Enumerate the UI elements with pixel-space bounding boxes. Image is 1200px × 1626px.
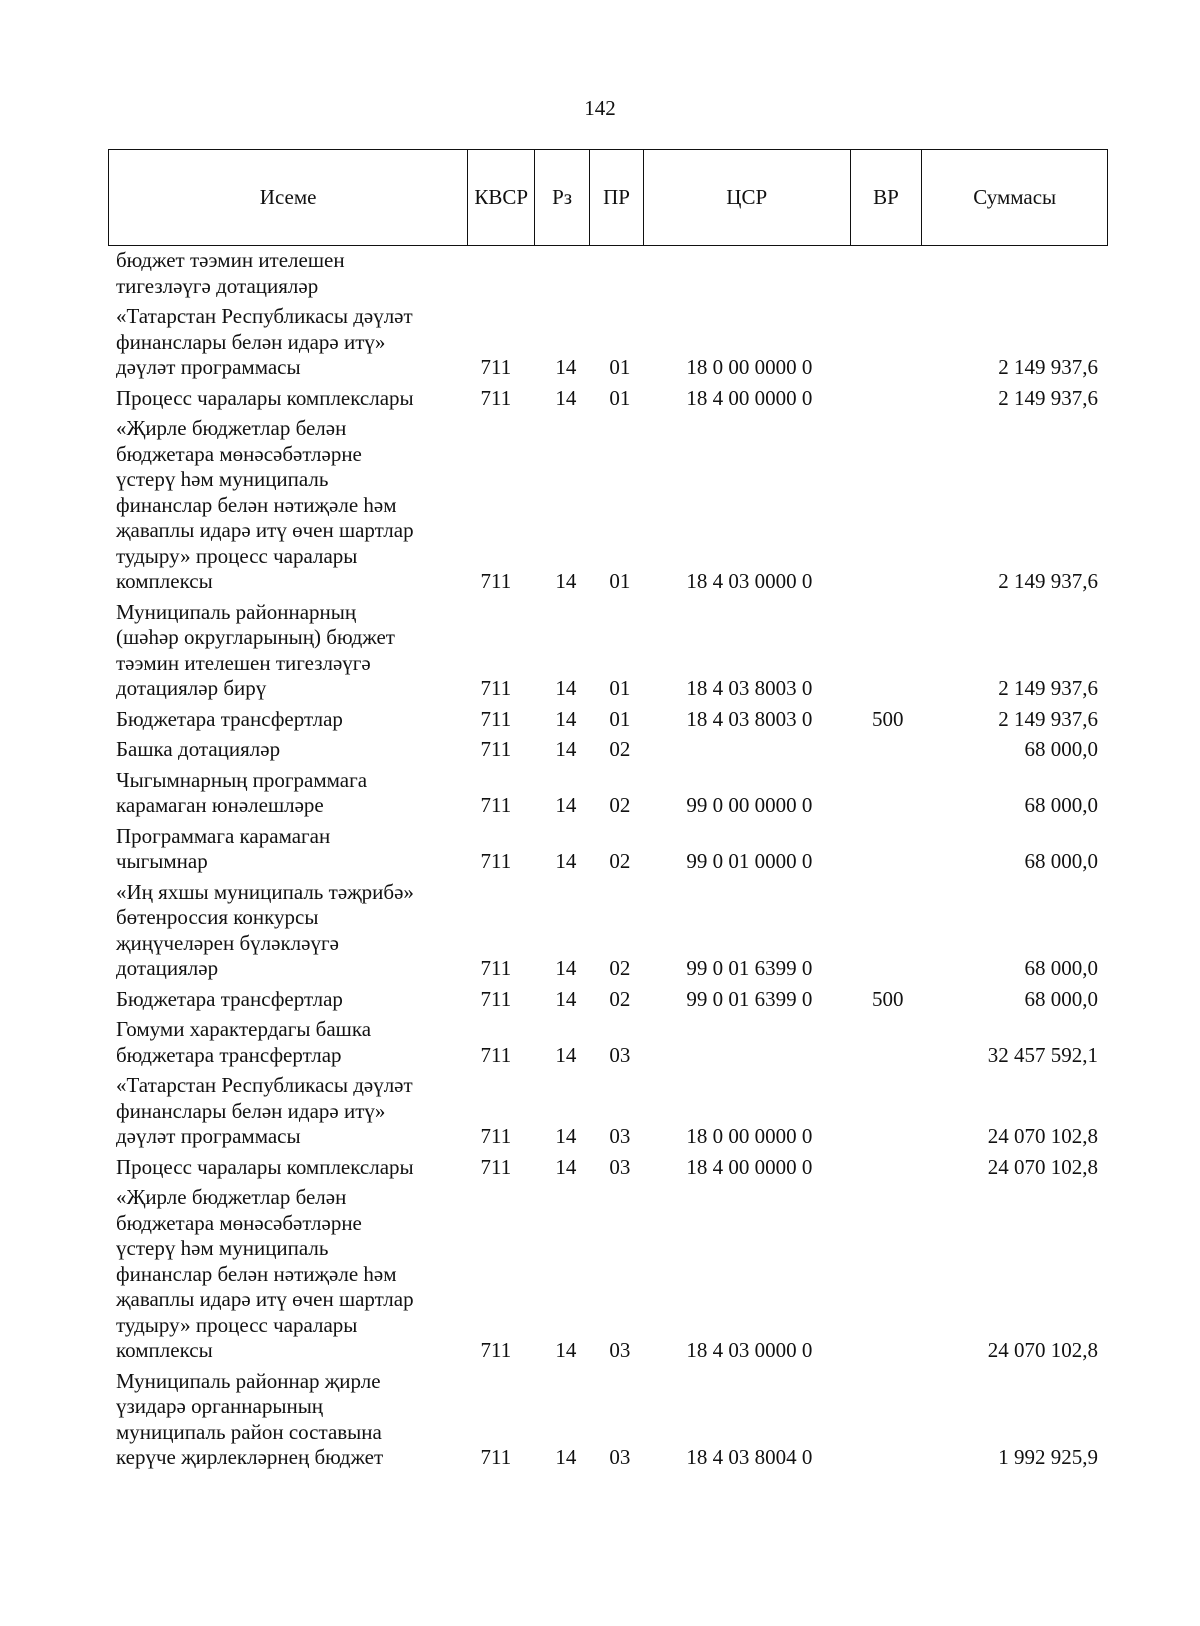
row-name-line: финанслар белән нәтиҗәле һәм — [116, 1261, 397, 1286]
table-row — [108, 737, 1108, 763]
row-kvsr: 711 — [480, 569, 512, 593]
row-name-line: җаваплы идарә итү өчен шартлар — [116, 518, 414, 542]
row-name-line: бюджет тәэмин ителешен — [116, 248, 345, 272]
row-name-line: Башка дотацияләр — [116, 737, 281, 761]
row-name — [108, 304, 453, 381]
row-name-line: тәэмин ителешен тигезләүгә — [116, 650, 371, 675]
row-rz: 14 — [555, 1154, 577, 1179]
header-pr: ПР — [589, 150, 643, 245]
row-vr: 500 — [871, 986, 904, 1011]
row-sum: 2 149 937,6 — [998, 676, 1099, 700]
table-row — [108, 1017, 1108, 1068]
row-kvsr: 711 — [480, 986, 512, 1011]
row-sum: 2 149 937,6 — [998, 385, 1099, 410]
row-csr: 18 4 03 8003 0 — [686, 676, 813, 700]
row-name — [108, 768, 453, 819]
row-name — [108, 248, 453, 299]
row-csr: 99 0 01 6399 0 — [686, 956, 813, 980]
row-sum: 2 149 937,6 — [998, 706, 1099, 731]
row-csr: 18 4 00 0000 0 — [686, 385, 813, 410]
table-row — [108, 600, 1108, 702]
row-name-line: Муниципаль районнар җирле — [116, 1368, 381, 1393]
budget-table — [108, 149, 1108, 1476]
row-rz: 14 — [555, 737, 577, 761]
table-row — [108, 707, 1108, 733]
row-name — [108, 1369, 453, 1471]
row-rz: 14 — [555, 1445, 577, 1469]
row-name — [108, 1155, 453, 1181]
row-name-line: дәүләт программасы — [116, 1124, 301, 1148]
row-sum: 68 000,0 — [1024, 849, 1099, 873]
row-pr: 03 — [609, 1042, 631, 1067]
row-rz: 14 — [555, 355, 577, 379]
row-kvsr: 711 — [480, 737, 512, 761]
row-name-line: комплексы — [116, 569, 213, 593]
row-csr: 18 0 00 0000 0 — [686, 355, 813, 379]
row-pr: 03 — [609, 1445, 631, 1469]
row-name-line: карамаган юнәлешләре — [116, 793, 324, 817]
row-name-line: Программага карамаган — [116, 823, 331, 848]
row-name-line: бюджетара трансфертлар — [116, 1042, 342, 1067]
row-rz: 14 — [555, 986, 577, 1011]
row-csr: 99 0 01 0000 0 — [686, 849, 813, 873]
table-row — [108, 1369, 1108, 1471]
row-name-line: җиңүчеләрен бүләкләүгә — [116, 930, 339, 955]
row-name — [108, 600, 453, 702]
row-sum: 24 070 102,8 — [987, 1124, 1099, 1148]
row-name-line: керүче җирлекләрнең бюджет — [116, 1445, 384, 1469]
row-name-line: финанслар белән нәтиҗәле һәм — [116, 492, 397, 517]
table-body — [108, 248, 1108, 1471]
row-pr: 02 — [609, 793, 631, 817]
row-name-line: Процесс чаралары комплекслары — [116, 1154, 414, 1179]
row-name — [108, 1073, 453, 1150]
row-csr: 18 4 03 8003 0 — [686, 706, 813, 731]
row-name-line: финанслары белән идарә итү» — [116, 329, 386, 354]
row-name-line: дотацияләр бирү — [116, 676, 267, 700]
row-name — [108, 707, 453, 733]
row-name-line: «Җирле бюджетлар белән — [116, 1185, 347, 1209]
row-sum: 68 000,0 — [1024, 986, 1099, 1011]
row-name-line: Гомуми характердагы башка — [116, 1017, 372, 1041]
row-csr: 18 4 00 0000 0 — [686, 1154, 813, 1179]
row-sum: 2 149 937,6 — [998, 569, 1099, 593]
row-name-line: муниципаль район составына — [116, 1419, 382, 1444]
row-rz: 14 — [555, 569, 577, 593]
header-sum: Суммасы — [921, 150, 1107, 245]
row-sum: 1 992 925,9 — [998, 1445, 1099, 1469]
table-row — [108, 1155, 1108, 1181]
row-name-line: Бюджетара трансфертлар — [116, 706, 343, 731]
row-csr: 18 4 03 0000 0 — [686, 1338, 813, 1362]
row-pr: 02 — [609, 737, 631, 761]
row-pr: 01 — [609, 569, 631, 593]
header-rz: Рз — [534, 150, 589, 245]
table-row — [108, 416, 1108, 595]
row-pr: 03 — [609, 1124, 631, 1148]
row-kvsr: 711 — [480, 1042, 512, 1067]
table-row — [108, 1185, 1108, 1364]
row-name — [108, 1017, 453, 1068]
table-row — [108, 880, 1108, 982]
row-rz: 14 — [555, 706, 577, 731]
row-name-line: тудыру» процесс чаралары — [116, 1312, 358, 1337]
table-row — [108, 386, 1108, 412]
row-name-line: тудыру» процесс чаралары — [116, 543, 358, 568]
row-kvsr: 711 — [480, 385, 512, 410]
table-row — [108, 987, 1108, 1013]
header-kvsr: КВСР — [467, 150, 534, 245]
table-row — [108, 1073, 1108, 1150]
row-kvsr: 711 — [480, 1338, 512, 1362]
row-name-line: дотацияләр — [116, 956, 219, 980]
row-kvsr: 711 — [480, 793, 512, 817]
row-pr: 01 — [609, 355, 631, 379]
row-sum: 24 070 102,8 — [987, 1154, 1099, 1179]
row-rz: 14 — [555, 1338, 577, 1362]
row-csr: 18 4 03 8004 0 — [686, 1445, 813, 1469]
row-kvsr: 711 — [480, 849, 512, 873]
row-pr: 02 — [609, 956, 631, 980]
row-name-line: «Татарстан Республикасы дәүләт — [116, 304, 413, 328]
row-csr: 99 0 01 6399 0 — [686, 986, 813, 1011]
table-row — [108, 824, 1108, 875]
row-name — [108, 880, 453, 982]
row-name-line: тигезләүгә дотацияләр — [116, 273, 319, 298]
row-csr: 99 0 00 0000 0 — [686, 793, 813, 817]
row-csr: 18 0 00 0000 0 — [686, 1124, 813, 1148]
row-pr: 01 — [609, 385, 631, 410]
row-csr: 18 4 03 0000 0 — [686, 569, 813, 593]
row-name-line: үстерү һәм муниципаль — [116, 1236, 329, 1260]
row-pr: 03 — [609, 1154, 631, 1179]
row-name-line: Муниципаль районнарның — [116, 599, 357, 624]
row-name-line: «Иң яхшы муниципаль тәҗрибә» — [116, 879, 414, 904]
row-name-line: үзидарә органнарының — [116, 1394, 324, 1418]
row-sum: 32 457 592,1 — [987, 1042, 1099, 1067]
page-number: 142 — [584, 96, 616, 120]
row-sum: 68 000,0 — [1024, 793, 1099, 817]
row-rz: 14 — [555, 793, 577, 817]
row-sum: 24 070 102,8 — [987, 1338, 1099, 1362]
row-name-line: комплексы — [116, 1338, 213, 1362]
row-name-line: бюджетара мөнәсәбәтләрне — [116, 1210, 362, 1235]
row-name — [108, 824, 453, 875]
row-name — [108, 1185, 453, 1364]
row-kvsr: 711 — [480, 355, 512, 379]
row-kvsr: 711 — [480, 1445, 512, 1469]
header-name: Исеме — [259, 185, 317, 209]
row-name-line: бюджетара мөнәсәбәтләрне — [116, 441, 362, 466]
row-name-line: (шәһәр округларының) бюджет — [116, 625, 395, 649]
row-name-line: «Җирле бюджетлар белән — [116, 416, 347, 440]
row-pr: 01 — [609, 676, 631, 700]
row-sum: 68 000,0 — [1024, 956, 1099, 980]
row-kvsr: 711 — [480, 956, 512, 980]
row-pr: 01 — [609, 706, 631, 731]
row-rz: 14 — [555, 1042, 577, 1067]
row-name-line: «Татарстан Республикасы дәүләт — [116, 1073, 413, 1097]
row-name-line: Процесс чаралары комплекслары — [116, 385, 414, 410]
row-rz: 14 — [555, 676, 577, 700]
row-kvsr: 711 — [480, 706, 512, 731]
row-name-line: финанслары белән идарә итү» — [116, 1098, 386, 1123]
row-name-line: Чыгымнарның программага — [116, 767, 368, 792]
row-vr: 500 — [871, 706, 904, 731]
row-name — [108, 416, 453, 595]
row-kvsr: 711 — [480, 676, 512, 700]
row-name-line: үстерү һәм муниципаль — [116, 467, 329, 491]
row-name — [108, 987, 453, 1013]
row-kvsr: 711 — [480, 1154, 512, 1179]
row-pr: 03 — [609, 1338, 631, 1362]
row-sum: 2 149 937,6 — [998, 355, 1099, 379]
row-name-line: Бюджетара трансфертлар — [116, 986, 343, 1011]
row-rz: 14 — [555, 956, 577, 980]
row-name-line: җаваплы идарә итү өчен шартлар — [116, 1287, 414, 1311]
row-name — [108, 386, 453, 412]
row-pr: 02 — [609, 986, 631, 1011]
row-kvsr: 711 — [480, 1124, 512, 1148]
table-header — [108, 149, 1108, 246]
header-csr: ЦСР — [643, 150, 850, 245]
row-rz: 14 — [555, 1124, 577, 1148]
table-row — [108, 768, 1108, 819]
row-sum: 68 000,0 — [1024, 737, 1099, 761]
row-rz: 14 — [555, 849, 577, 873]
row-name-line: бөтенроссия конкурсы — [116, 905, 319, 929]
row-name-line: дәүләт программасы — [116, 355, 301, 379]
table-row — [108, 304, 1108, 381]
row-rz: 14 — [555, 385, 577, 410]
row-pr: 02 — [609, 849, 631, 873]
row-name-line: чыгымнар — [116, 849, 208, 873]
row-name — [108, 737, 453, 763]
table-row — [108, 248, 1108, 299]
header-vr: ВР — [850, 150, 922, 245]
